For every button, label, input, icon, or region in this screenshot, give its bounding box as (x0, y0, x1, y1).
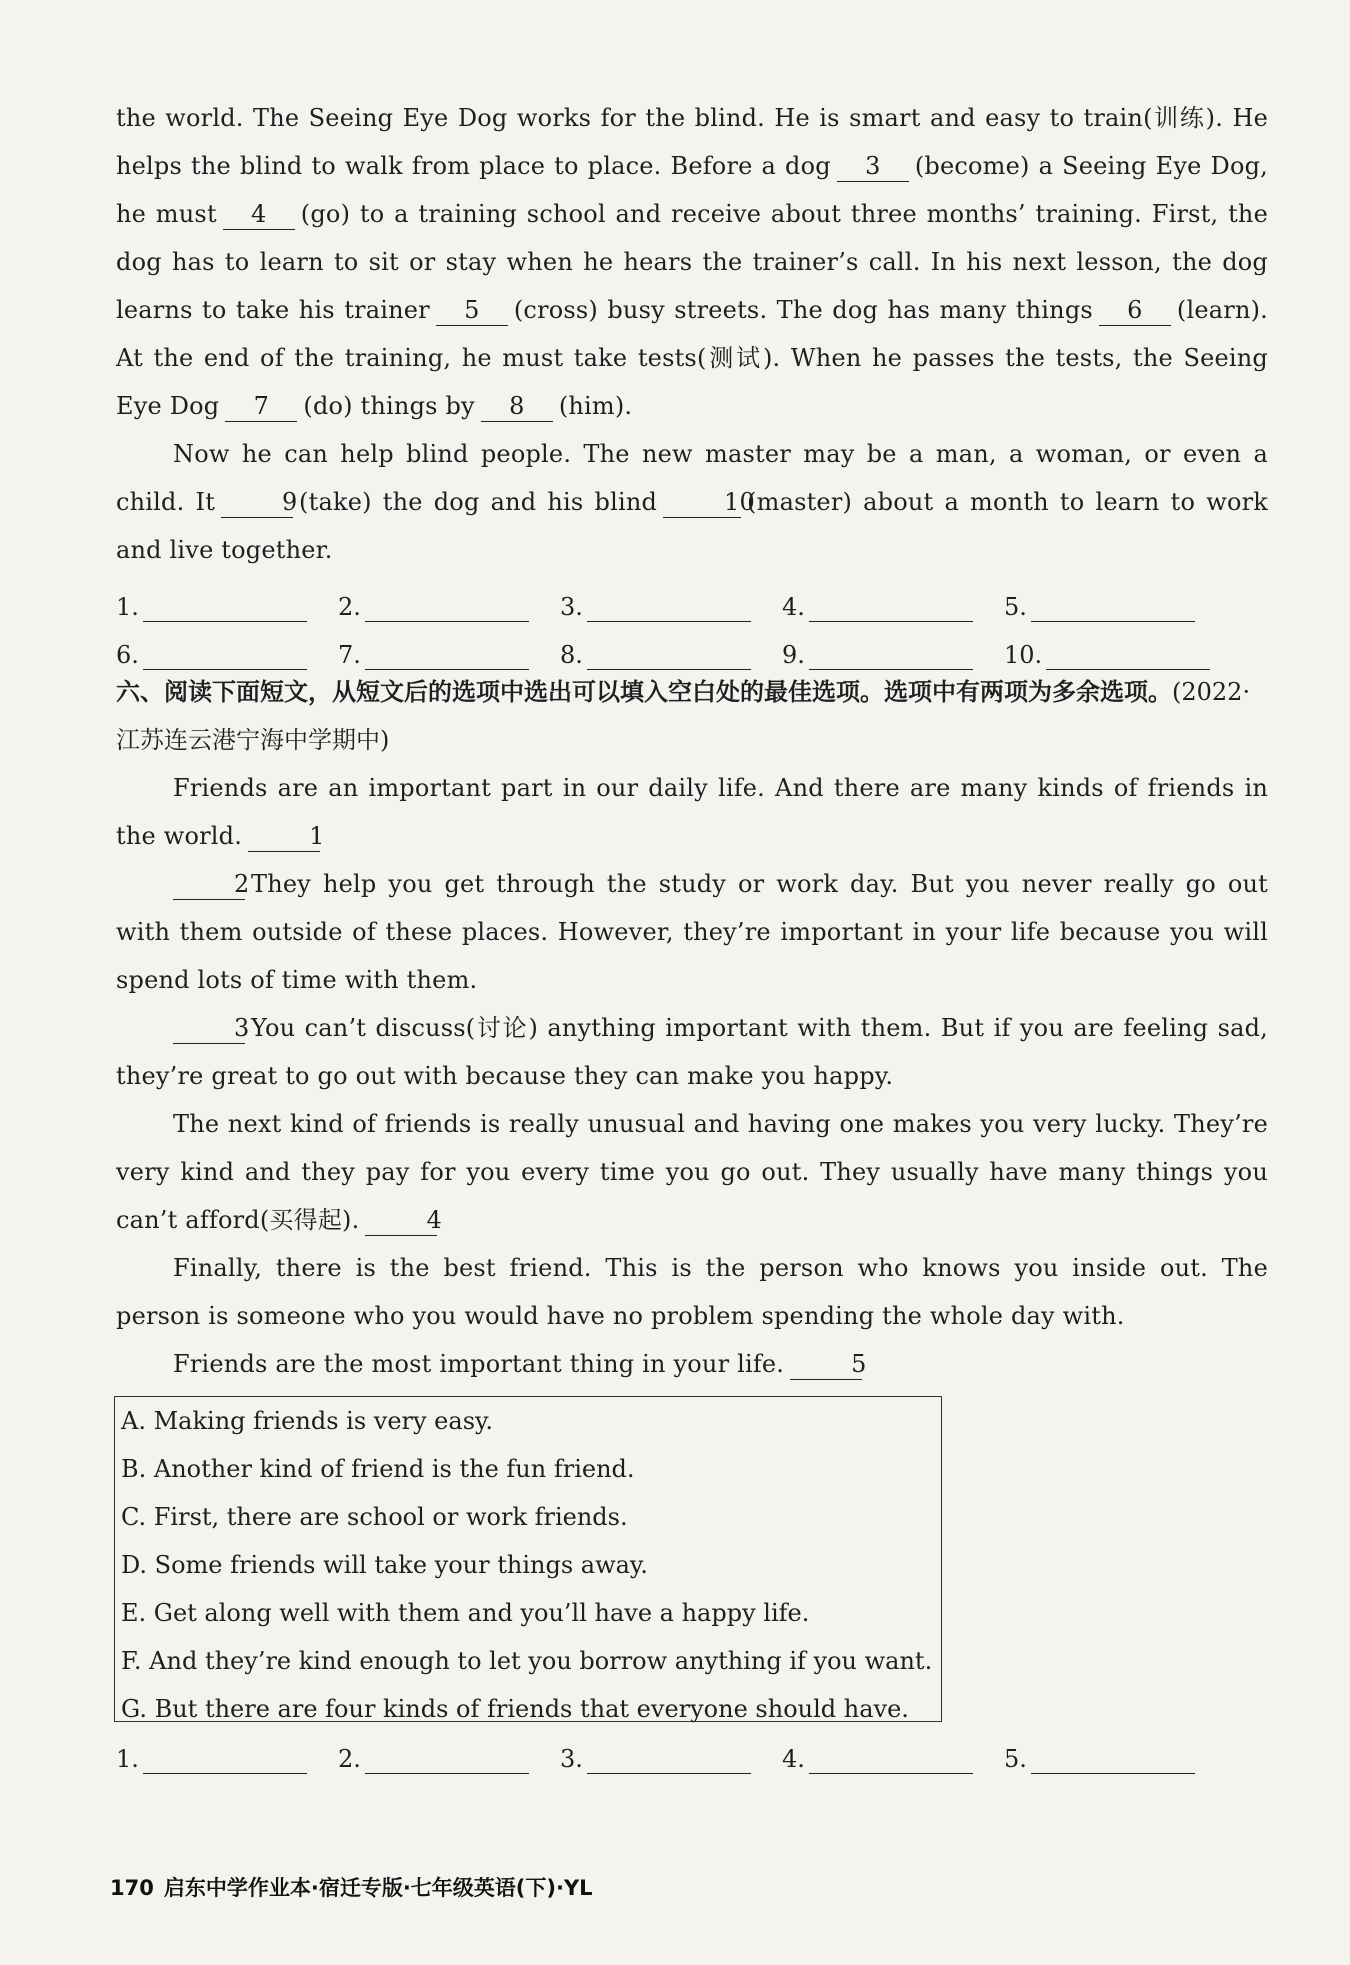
blank-7: 7 (225, 391, 297, 422)
answer-slot: 4. (782, 1744, 1004, 1774)
paragraph: Friends are an important part in our daily life. And there are many kinds of friends in the world. 1 (116, 774, 1268, 850)
answer-line (143, 595, 307, 622)
answer-slot: 1. (116, 1744, 338, 1774)
answer-slot: 10. (1004, 640, 1226, 670)
answer-line (809, 1747, 973, 1774)
blank-8: 8 (481, 391, 553, 422)
answer-line (809, 643, 973, 670)
paragraph: the world. The Seeing Eye Dog works for the blind. He is smart and easy to train(训练). He helps the blind to walk from place to place. Before a dog 3 (become) a Seeing Eye Dog, he must 4 (go) to a training school and receive about three months’ training. First, the dog has to learn to sit or stay when he hears the trainer’s call. In his next lesson, the dog learns to take his trainer 5 (cross) busy streets. The dog has many things 6 (learn). At the end of the training, he must take tests(测试). When he passes the tests, the Seeing Eye Dog 7 (do) things by 8 (him). (116, 104, 1268, 420)
section-six (116, 668, 1268, 1388)
answer-line (365, 643, 529, 670)
blank-2: 2 (173, 869, 245, 900)
paragraph: 2They help you get through the study or work day. But you never really go out with them outside of these places. However, they’re important in your life because you will spend lots of time with them. (116, 870, 1268, 994)
answer-slot: 3. (560, 1744, 782, 1774)
answer-slot: 3. (560, 592, 782, 622)
blank-4: 4 (223, 199, 295, 230)
answer-slot: 9. (782, 640, 1004, 670)
answer-line (809, 595, 973, 622)
paragraph: Friends are the most important thing in your life. 5 (173, 1350, 867, 1378)
blank-10: 10 (663, 487, 741, 518)
answer-slot: 4. (782, 592, 1004, 622)
blank-6: 6 (1099, 295, 1171, 326)
answer-row (116, 574, 1268, 622)
answer-line (587, 1747, 751, 1774)
answer-line (365, 1747, 529, 1774)
blank-5: 5 (436, 295, 508, 326)
option-a: A. Making friends is very easy. (121, 1407, 494, 1435)
options-box (114, 1396, 942, 1722)
blank-4: 4 (365, 1205, 437, 1236)
answer-line (1031, 1747, 1195, 1774)
option-d: D. Some friends will take your things away. (121, 1551, 648, 1579)
option-g: G. But there are four kinds of friends that everyone should have. (121, 1695, 909, 1723)
answer-slot: 1. (116, 592, 338, 622)
passage-seeing-eye-dog (116, 94, 1268, 670)
blank-5: 5 (790, 1349, 862, 1380)
section-title: 六、阅读下面短文，从短文后的选项中选出可以填入空白处的最佳选项。选项中有两项为多余选项。(2022·江苏连云港宁海中学期中) (116, 678, 1251, 754)
answer-line (587, 643, 751, 670)
blank-1: 1 (248, 821, 320, 852)
paragraph: 3You can’t discuss(讨论) anything important with them. But if you are feeling sad, they’re great to go out with because they can make you happy. (116, 1014, 1268, 1090)
section-six-answers (116, 1726, 1268, 1774)
answer-row (116, 1726, 1268, 1774)
answer-slot: 5. (1004, 1744, 1226, 1774)
blank-9: 9 (221, 487, 293, 518)
option-f: F. And they’re kind enough to let you borrow anything if you want. (121, 1647, 933, 1675)
paragraph: Finally, there is the best friend. This is the person who knows you inside out. The person is someone who you would have no problem spending the whole day with. (116, 1254, 1268, 1330)
option-e: E. Get along well with them and you’ll have a happy life. (121, 1599, 810, 1627)
paragraph: Now he can help blind people. The new master may be a man, a woman, or even a child. It 9(take) the dog and his blind 10(master) about a month to learn to work and live together. (116, 440, 1269, 564)
page-footer (110, 1872, 593, 1902)
source-note: (2022·江苏连云港宁海中学期中) (116, 678, 1251, 754)
blank-3: 3 (837, 151, 909, 182)
answer-slot: 7. (338, 640, 560, 670)
paragraph: The next kind of friends is really unusual and having one makes you very lucky. They’re very kind and they pay for you every time you go out. They usually have many things you can’t afford(买得起). 4 (116, 1110, 1268, 1234)
answer-slot: 2. (338, 1744, 560, 1774)
answer-slot: 5. (1004, 592, 1226, 622)
book-title: 启东中学作业本·宿迁专版·七年级英语(下)·YL (163, 1876, 593, 1900)
answer-slot: 6. (116, 640, 338, 670)
answer-line (143, 1747, 307, 1774)
blank-3: 3 (173, 1013, 245, 1044)
answer-line (587, 595, 751, 622)
page-number: 170 (110, 1876, 154, 1900)
option-c: C. First, there are school or work friends. (121, 1503, 628, 1531)
answer-row (116, 622, 1268, 670)
answer-line (365, 595, 529, 622)
answer-slot: 2. (338, 592, 560, 622)
answer-line (1031, 595, 1195, 622)
answer-line (143, 643, 307, 670)
answer-line (1046, 643, 1210, 670)
option-b: B. Another kind of friend is the fun friend. (121, 1455, 635, 1483)
answer-slot: 8. (560, 640, 782, 670)
